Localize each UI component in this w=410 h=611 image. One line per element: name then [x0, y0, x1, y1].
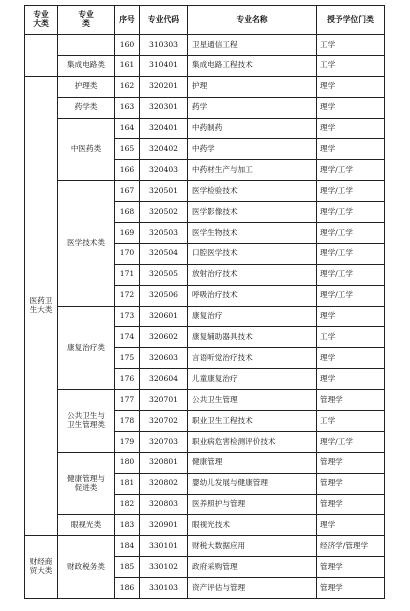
- degree-cell: 理学: [317, 369, 385, 390]
- code-cell: 320502: [140, 202, 188, 223]
- major-name-cell: 财税大数据应用: [188, 536, 317, 557]
- major-catalog-table: [24, 5, 385, 599]
- code-cell: 310401: [140, 55, 188, 76]
- major-name-cell: 儿童康复治疗: [188, 369, 317, 390]
- seq-cell: 176: [115, 369, 140, 390]
- code-cell: 320603: [140, 348, 188, 369]
- degree-cell: 工学: [317, 411, 385, 432]
- degree-cell: 理学: [317, 139, 385, 160]
- seq-cell: 166: [115, 160, 140, 181]
- subcategory-cell: 财政税务类: [58, 536, 115, 599]
- subcategory-cell: 眼视光类: [58, 515, 115, 536]
- table-row: [25, 97, 385, 118]
- degree-cell: 工学: [317, 55, 385, 76]
- degree-cell: 工学: [317, 35, 385, 56]
- seq-cell: 165: [115, 139, 140, 160]
- seq-cell: 186: [115, 578, 140, 599]
- seq-cell: 163: [115, 97, 140, 118]
- code-cell: 330103: [140, 578, 188, 599]
- seq-cell: 161: [115, 55, 140, 76]
- degree-cell: 理学/工学: [317, 431, 385, 452]
- subcategory-cell: 康复治疗类: [58, 306, 115, 390]
- code-cell: 320604: [140, 369, 188, 390]
- header-code: 专业代码: [140, 6, 188, 35]
- seq-cell: 180: [115, 452, 140, 473]
- code-cell: 320201: [140, 76, 188, 97]
- code-cell: 320702: [140, 411, 188, 432]
- table-body: [25, 35, 385, 599]
- code-cell: 320602: [140, 327, 188, 348]
- major-name-cell: 职业卫生工程技术: [188, 411, 317, 432]
- subcategory-cell: 医学技术类: [58, 181, 115, 306]
- degree-cell: 理学: [317, 515, 385, 536]
- seq-cell: 179: [115, 431, 140, 452]
- major-name-cell: 药学: [188, 97, 317, 118]
- subcategory-cell: 健康管理与 促进类: [58, 452, 115, 515]
- major-name-cell: 卫星通信工程: [188, 35, 317, 56]
- major-name-cell: 健康管理: [188, 452, 317, 473]
- degree-cell: 经济学/管理学: [317, 536, 385, 557]
- major-name-cell: 呼吸治疗技术: [188, 285, 317, 306]
- table-row: [25, 118, 385, 139]
- degree-cell: 理学: [317, 97, 385, 118]
- table-row: [25, 306, 385, 327]
- degree-cell: 管理学: [317, 578, 385, 599]
- major-name-cell: 中药材生产与加工: [188, 160, 317, 181]
- major-name-cell: 中药制药: [188, 118, 317, 139]
- category-cell: 医药卫 生大类: [25, 76, 58, 536]
- major-name-cell: 婴幼儿发展与健康管理: [188, 473, 317, 494]
- seq-cell: 175: [115, 348, 140, 369]
- subcategory-cell: 药学类: [58, 97, 115, 118]
- degree-cell: 管理学: [317, 494, 385, 515]
- seq-cell: 185: [115, 557, 140, 578]
- header-subcategory: 专业 类: [58, 6, 115, 35]
- degree-cell: 理学/工学: [317, 264, 385, 285]
- header-category: 专业 大类: [25, 6, 58, 35]
- seq-cell: 184: [115, 536, 140, 557]
- major-name-cell: 康复辅助器具技术: [188, 327, 317, 348]
- subcategory-cell: 公共卫生与 卫生管理类: [58, 390, 115, 453]
- degree-cell: 理学/工学: [317, 223, 385, 244]
- subcategory-cell: 中医药类: [58, 118, 115, 181]
- major-name-cell: 医学影像技术: [188, 202, 317, 223]
- seq-cell: 160: [115, 35, 140, 56]
- code-cell: 320801: [140, 452, 188, 473]
- table-row: [25, 390, 385, 411]
- category-cell: 财经商 贸大类: [25, 536, 58, 599]
- major-name-cell: 医学生物技术: [188, 223, 317, 244]
- seq-cell: 172: [115, 285, 140, 306]
- seq-cell: 171: [115, 264, 140, 285]
- code-cell: 320701: [140, 390, 188, 411]
- degree-cell: 理学: [317, 118, 385, 139]
- table-row: [25, 76, 385, 97]
- code-cell: 320301: [140, 97, 188, 118]
- major-name-cell: 医学检验技术: [188, 181, 317, 202]
- seq-cell: 182: [115, 494, 140, 515]
- major-catalog-table-container: [24, 5, 384, 599]
- major-name-cell: 康复治疗: [188, 306, 317, 327]
- seq-cell: 173: [115, 306, 140, 327]
- code-cell: 320402: [140, 139, 188, 160]
- seq-cell: 164: [115, 118, 140, 139]
- category-cell: [25, 35, 58, 77]
- code-cell: 320501: [140, 181, 188, 202]
- seq-cell: 162: [115, 76, 140, 97]
- subcategory-cell: 护理类: [58, 76, 115, 97]
- major-name-cell: 放射治疗技术: [188, 264, 317, 285]
- code-cell: 320505: [140, 264, 188, 285]
- degree-cell: 理学/工学: [317, 285, 385, 306]
- seq-cell: 174: [115, 327, 140, 348]
- seq-cell: 177: [115, 390, 140, 411]
- code-cell: 320901: [140, 515, 188, 536]
- subcategory-cell: [58, 35, 115, 56]
- code-cell: 320506: [140, 285, 188, 306]
- seq-cell: 169: [115, 223, 140, 244]
- major-name-cell: 集成电路工程技术: [188, 55, 317, 76]
- degree-cell: 理学: [317, 76, 385, 97]
- major-name-cell: 公共卫生管理: [188, 390, 317, 411]
- code-cell: 320601: [140, 306, 188, 327]
- major-name-cell: 护理: [188, 76, 317, 97]
- table-row: [25, 452, 385, 473]
- major-name-cell: 眼视光技术: [188, 515, 317, 536]
- seq-cell: 170: [115, 243, 140, 264]
- degree-cell: 管理学: [317, 473, 385, 494]
- degree-cell: 理学/工学: [317, 243, 385, 264]
- major-name-cell: 职业病危害检测评价技术: [188, 431, 317, 452]
- degree-cell: 理学/工学: [317, 202, 385, 223]
- seq-cell: 183: [115, 515, 140, 536]
- code-cell: 320703: [140, 431, 188, 452]
- degree-cell: 理学: [317, 348, 385, 369]
- table-row: [25, 35, 385, 56]
- major-name-cell: 口腔医学技术: [188, 243, 317, 264]
- major-name-cell: 中药学: [188, 139, 317, 160]
- header-seq: 序号: [115, 6, 140, 35]
- table-row: [25, 515, 385, 536]
- subcategory-cell: 集成电路类: [58, 55, 115, 76]
- table-row: [25, 55, 385, 76]
- code-cell: 320802: [140, 473, 188, 494]
- header-row: [25, 6, 385, 35]
- table-header: [25, 6, 385, 35]
- code-cell: 320403: [140, 160, 188, 181]
- table-row: [25, 536, 385, 557]
- seq-cell: 167: [115, 181, 140, 202]
- code-cell: 320503: [140, 223, 188, 244]
- major-name-cell: 言语听觉治疗技术: [188, 348, 317, 369]
- seq-cell: 178: [115, 411, 140, 432]
- header-degree: 授予学位门类: [317, 6, 385, 35]
- table-row: [25, 181, 385, 202]
- code-cell: 320803: [140, 494, 188, 515]
- code-cell: 330102: [140, 557, 188, 578]
- seq-cell: 168: [115, 202, 140, 223]
- code-cell: 310303: [140, 35, 188, 56]
- header-name: 专业名称: [188, 6, 317, 35]
- degree-cell: 理学: [317, 306, 385, 327]
- major-name-cell: 医养照护与管理: [188, 494, 317, 515]
- major-name-cell: 政府采购管理: [188, 557, 317, 578]
- degree-cell: 管理学: [317, 390, 385, 411]
- degree-cell: 理学/工学: [317, 160, 385, 181]
- degree-cell: 工学: [317, 327, 385, 348]
- degree-cell: 管理学: [317, 452, 385, 473]
- code-cell: 320401: [140, 118, 188, 139]
- degree-cell: 管理学: [317, 557, 385, 578]
- seq-cell: 181: [115, 473, 140, 494]
- degree-cell: 理学/工学: [317, 181, 385, 202]
- code-cell: 320504: [140, 243, 188, 264]
- code-cell: 330101: [140, 536, 188, 557]
- major-name-cell: 资产评估与管理: [188, 578, 317, 599]
